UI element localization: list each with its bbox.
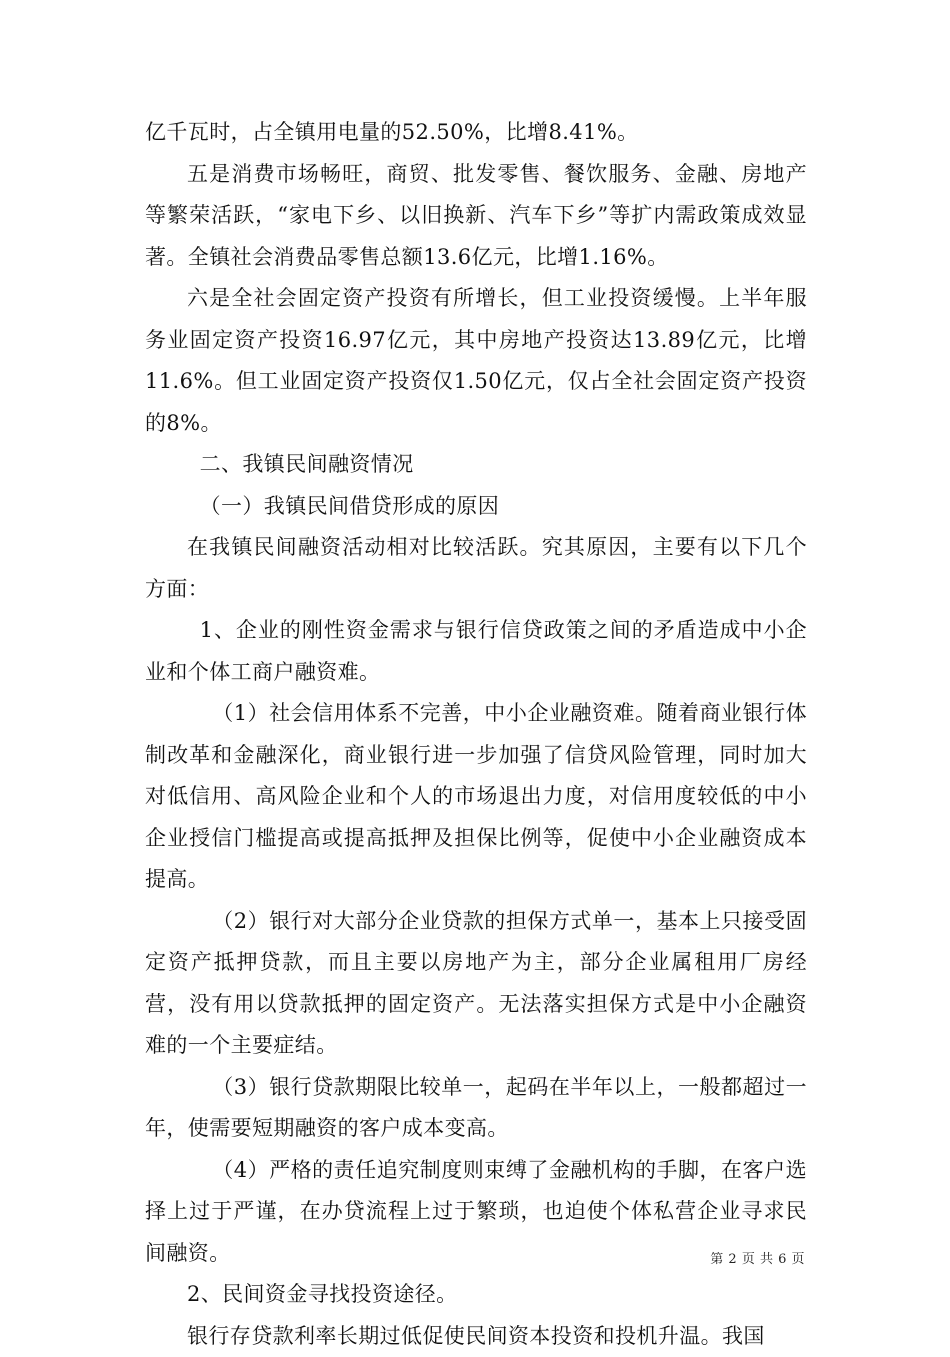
paragraph-consumer-market: 五是消费市场畅旺，商贸、批发零售、餐饮服务、金融、房地产等繁荣活跃，“家电下乡、以旧换新、汽车下乡”等扩内需政策成效显著。全镇社会消费品零售总额13.6亿元，比增1.16%。 bbox=[145, 154, 807, 279]
list-item-cause-1-1: （1）社会信用体系不完善，中小企业融资难。随着商业银行体制改革和金融深化，商业银行进一步加强了信贷风险管理，同时加大对低信用、高风险企业和个人的市场退出力度，对信用度较低的中小企业授信门槛提高或提高抵押及担保比例等，促使中小企业融资成本提高。 bbox=[145, 693, 807, 901]
list-item-cause-1: 1、企业的刚性资金需求与银行信贷政策之间的矛盾造成中小企业和个体工商户融资难。 bbox=[145, 610, 807, 693]
section-heading-private-financing: 二、我镇民间融资情况 bbox=[145, 444, 807, 486]
list-item-cause-2: 2、民间资金寻找投资途径。 bbox=[145, 1274, 807, 1316]
subsection-heading-lending-causes: （一）我镇民间借贷形成的原因 bbox=[145, 486, 807, 528]
list-item-cause-1-4: （4）严格的责任追究制度则束缚了金融机构的手脚，在客户选择上过于严谨，在办贷流程上过于繁琐，也迫使个体私营企业寻求民间融资。 bbox=[145, 1150, 807, 1275]
list-item-cause-1-3: （3）银行贷款期限比较单一，起码在半年以上，一般都超过一年，使需要短期融资的客户成本变高。 bbox=[145, 1067, 807, 1150]
paragraph-interest-rates: 银行存贷款利率长期过低促使民间资本投资和投机升温。我国 bbox=[145, 1316, 807, 1357]
page-number-footer: 第 2 页 共 6 页 bbox=[710, 1248, 805, 1267]
document-body bbox=[145, 112, 807, 1357]
paragraph-causes-intro: 在我镇民间融资活动相对比较活跃。究其原因，主要有以下几个方面： bbox=[145, 527, 807, 610]
paragraph-electricity-continued: 亿千瓦时，占全镇用电量的52.50%，比增8.41%。 bbox=[145, 112, 807, 154]
list-item-cause-1-2: （2）银行对大部分企业贷款的担保方式单一，基本上只接受固定资产抵押贷款，而且主要以房地产为主，部分企业属租用厂房经营，没有用以贷款抵押的固定资产。无法落实担保方式是中小企融资难的一个主要症结。 bbox=[145, 901, 807, 1067]
paragraph-fixed-asset-investment: 六是全社会固定资产投资有所增长，但工业投资缓慢。上半年服务业固定资产投资16.97亿元，其中房地产投资达13.89亿元，比增11.6%。但工业固定资产投资仅1.50亿元，仅占全社会固定资产投资的8%。 bbox=[145, 278, 807, 444]
